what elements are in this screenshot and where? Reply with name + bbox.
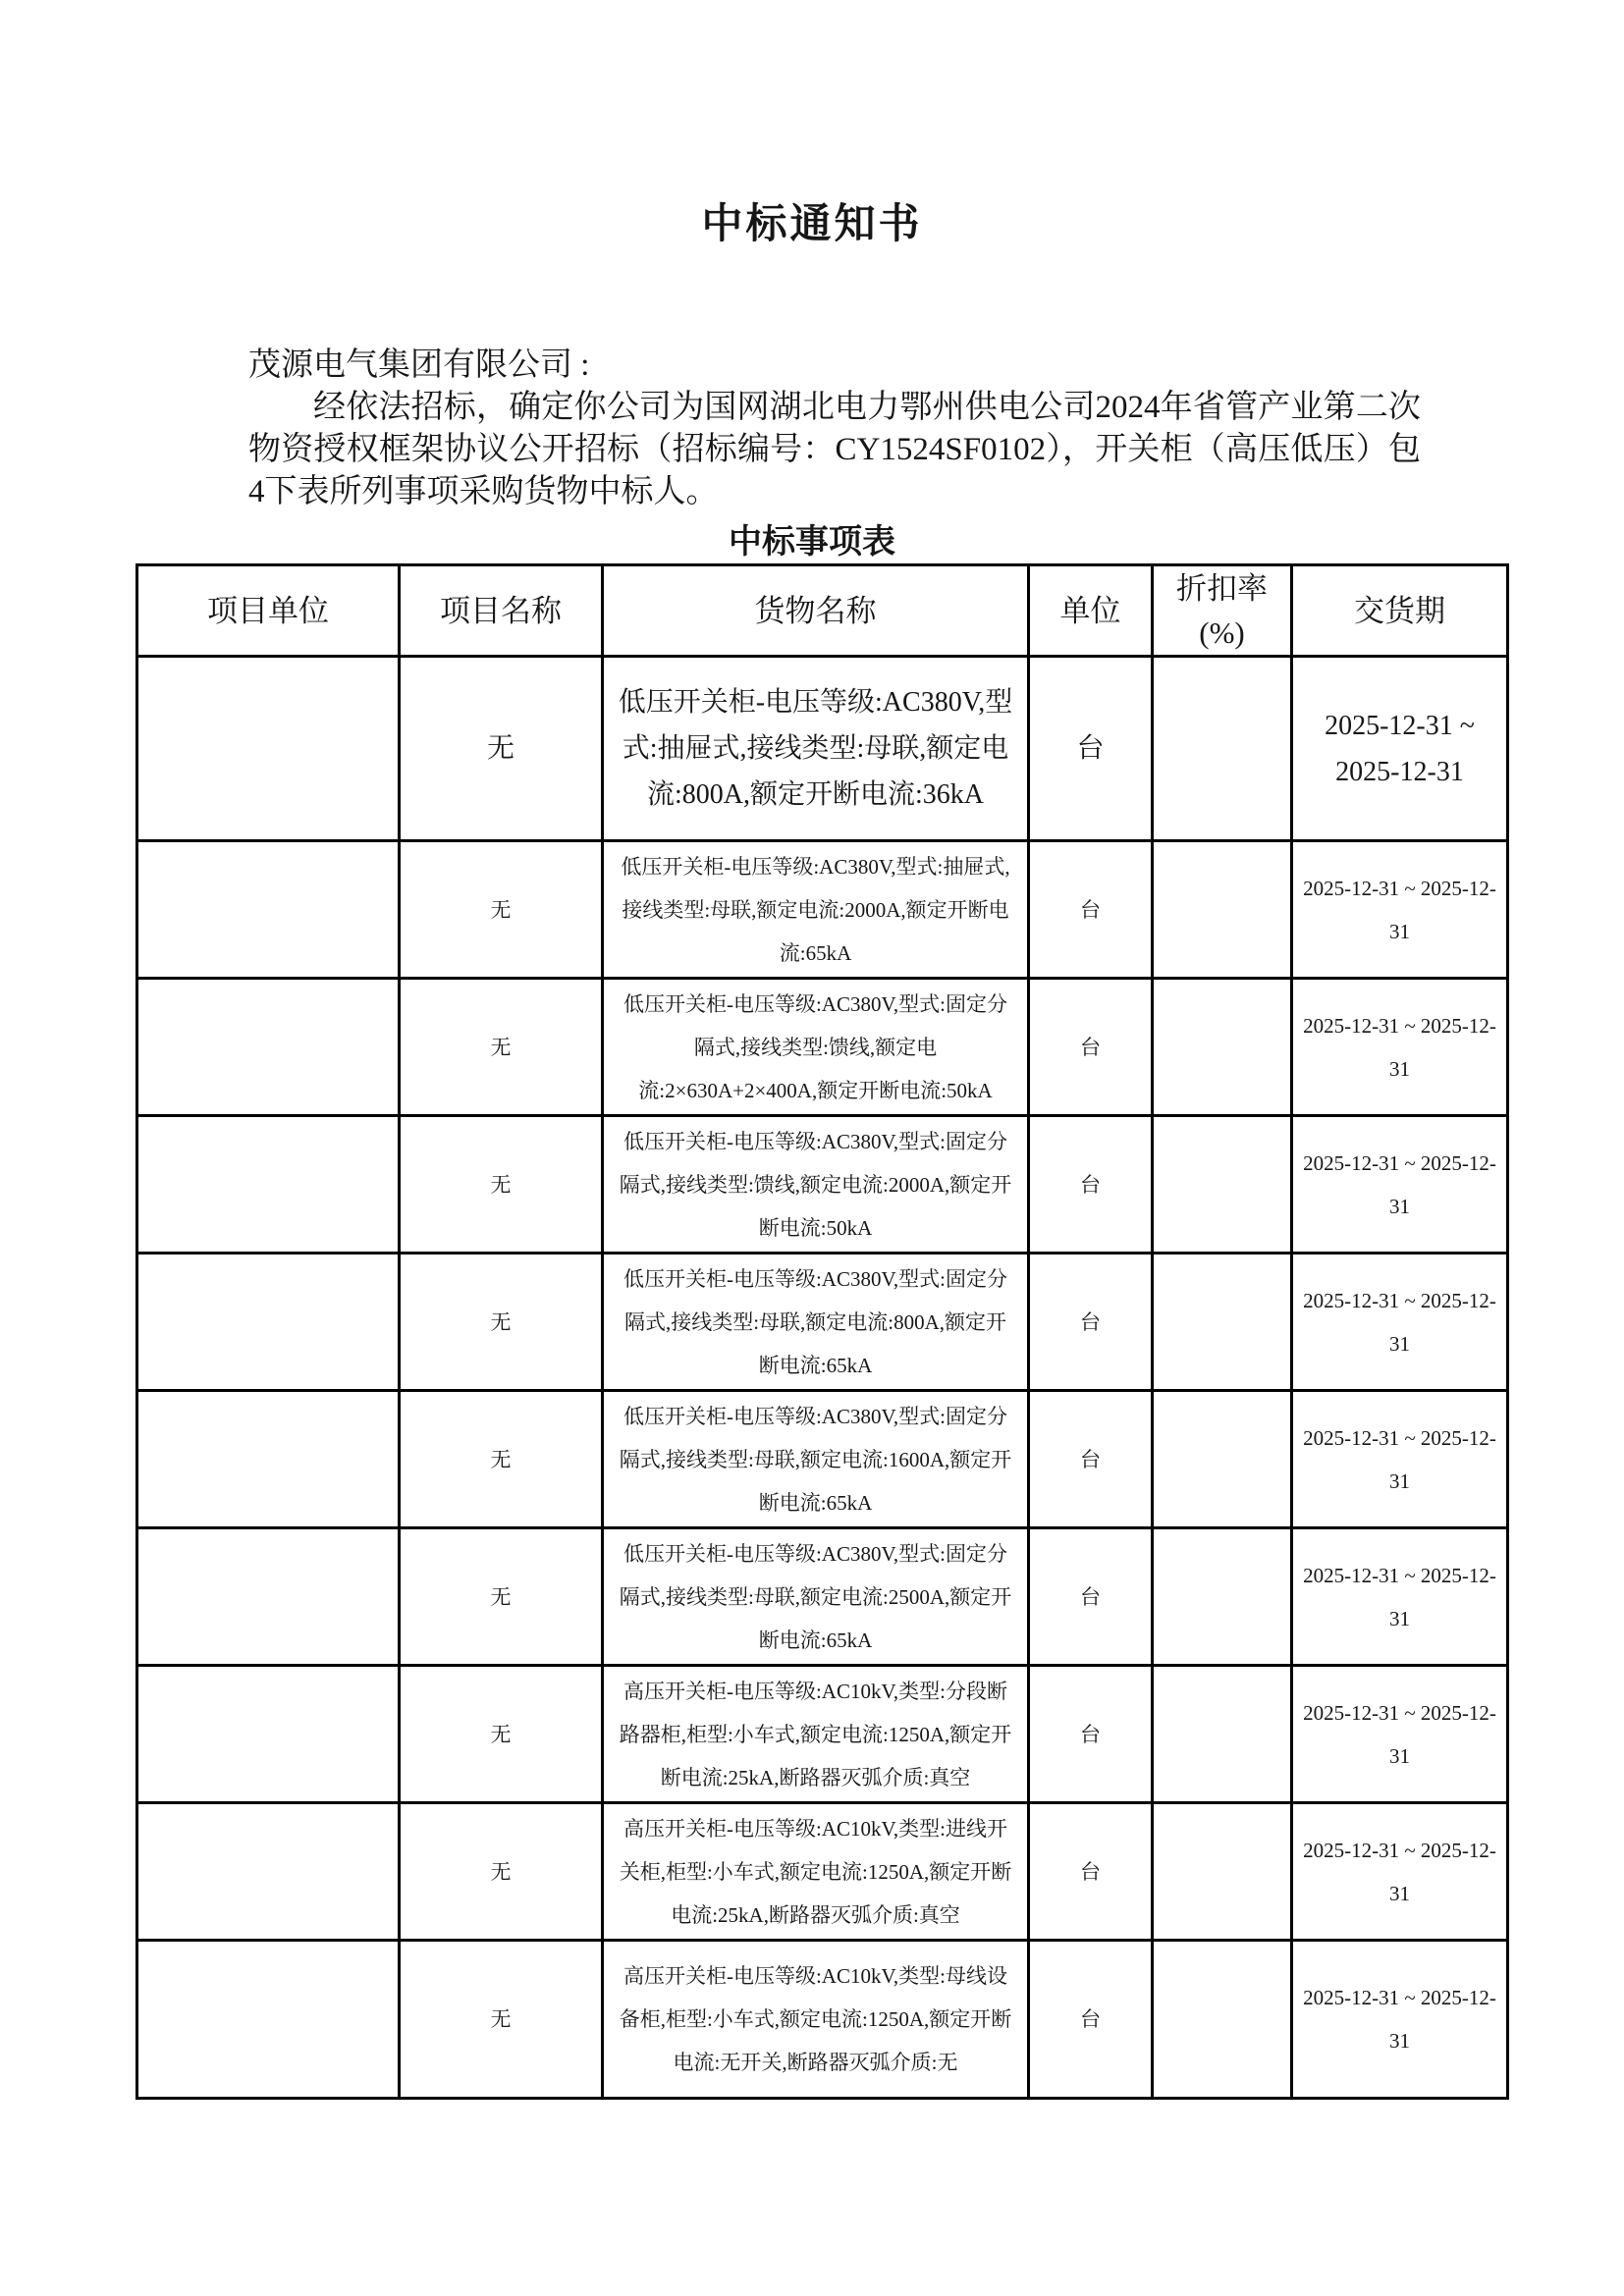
cell-project-unit [137,657,400,841]
cell-unit: 台 [1029,657,1153,841]
table-row [137,1528,1508,1666]
notice-paragraph: 经依法招标，确定你公司为国网湖北电力鄂州供电公司2024年省管产业第二次物资授权框架协议公开招标（招标编号：CY1524SF0102），开关柜（高压低压）包4下表所列事项采购货物中标人。 [248,390,1421,509]
table-row [137,1803,1508,1941]
table-row [137,1391,1508,1528]
col-header-discount [1153,565,1292,657]
cell-project-unit [137,1803,400,1941]
cell-delivery: 2025-12-31 ~ 2025-12-31 [1292,1803,1508,1941]
table-row [137,1941,1508,2099]
discount-header-unit: (%) [1199,615,1245,650]
cell-goods-name: 高压开关柜-电压等级:AC10kV,类型:分段断路器柜,柜型:小车式,额定电流:1250A,额定开断电流:25kA,断路器灭弧介质:真空 [603,1666,1029,1803]
cell-project-unit [137,1666,400,1803]
cell-discount [1153,1803,1292,1941]
cell-discount [1153,841,1292,979]
cell-unit: 台 [1029,1941,1153,2099]
cell-delivery: 2025-12-31 ~ 2025-12-31 [1292,657,1508,841]
cell-project-name: 无 [400,1116,603,1254]
cell-unit: 台 [1029,1666,1153,1803]
cell-discount [1153,1391,1292,1528]
cell-unit: 台 [1029,1528,1153,1666]
cell-goods-name: 低压开关柜-电压等级:AC380V,型式:固定分隔式,接线类型:母联,额定电流:1600A,额定开断电流:65kA [603,1391,1029,1528]
col-header-unit: 单位 [1029,565,1153,657]
cell-project-unit [137,1254,400,1391]
cell-project-name: 无 [400,1254,603,1391]
cell-unit: 台 [1029,1116,1153,1254]
cell-goods-name: 低压开关柜-电压等级:AC380V,型式:固定分隔式,接线类型:母联,额定电流:800A,额定开断电流:65kA [603,1254,1029,1391]
cell-project-unit [137,1116,400,1254]
table-row [137,1116,1508,1254]
cell-goods-name: 低压开关柜-电压等级:AC380V,型式:固定分隔式,接线类型:馈线,额定电流:2×630A+2×400A,额定开断电流:50kA [603,979,1029,1116]
col-header-project-name: 项目名称 [400,565,603,657]
cell-unit: 台 [1029,1803,1153,1941]
cell-delivery: 2025-12-31 ~ 2025-12-31 [1292,1666,1508,1803]
discount-header-label: 折扣率 [1176,571,1268,606]
cell-delivery: 2025-12-31 ~ 2025-12-31 [1292,1941,1508,2099]
award-table-title: 中标事项表 [729,524,895,561]
cell-project-name: 无 [400,1666,603,1803]
cell-project-unit [137,1528,400,1666]
cell-goods-name: 高压开关柜-电压等级:AC10kV,类型:母线设备柜,柜型:小车式,额定电流:1250A,额定开断电流:无开关,断路器灭弧介质:无 [603,1941,1029,2099]
cell-unit: 台 [1029,1391,1153,1528]
cell-goods-name: 高压开关柜-电压等级:AC10kV,类型:进线开关柜,柜型:小车式,额定电流:1250A,额定开断电流:25kA,断路器灭弧介质:真空 [603,1803,1029,1941]
award-items-table [135,563,1509,2100]
cell-goods-name: 低压开关柜-电压等级:AC380V,型式:抽屉式,接线类型:母联,额定电流:800A,额定开断电流:36kA [603,657,1029,841]
cell-discount [1153,1666,1292,1803]
cell-project-name: 无 [400,1941,603,2099]
cell-project-unit [137,841,400,979]
cell-project-unit [137,1941,400,2099]
cell-delivery: 2025-12-31 ~ 2025-12-31 [1292,1391,1508,1528]
cell-project-name: 无 [400,841,603,979]
cell-project-name: 无 [400,979,603,1116]
cell-project-name: 无 [400,657,603,841]
cell-goods-name: 低压开关柜-电压等级:AC380V,型式:固定分隔式,接线类型:馈线,额定电流:2000A,额定开断电流:50kA [603,1116,1029,1254]
col-header-goods-name: 货物名称 [603,565,1029,657]
cell-delivery: 2025-12-31 ~ 2025-12-31 [1292,841,1508,979]
col-header-delivery: 交货期 [1292,565,1508,657]
cell-project-name: 无 [400,1528,603,1666]
cell-discount [1153,657,1292,841]
cell-delivery: 2025-12-31 ~ 2025-12-31 [1292,1254,1508,1391]
table-row [137,841,1508,979]
table-row [137,979,1508,1116]
cell-discount [1153,1254,1292,1391]
cell-unit: 台 [1029,1254,1153,1391]
table-row [137,657,1508,841]
cell-discount [1153,1941,1292,2099]
cell-goods-name: 低压开关柜-电压等级:AC380V,型式:固定分隔式,接线类型:母联,额定电流:2500A,额定开断电流:65kA [603,1528,1029,1666]
cell-project-unit [137,979,400,1116]
cell-unit: 台 [1029,979,1153,1116]
cell-project-unit [137,1391,400,1528]
document-title: 中标通知书 [701,202,923,247]
cell-goods-name: 低压开关柜-电压等级:AC380V,型式:抽屉式,接线类型:母联,额定电流:2000A,额定开断电流:65kA [603,841,1029,979]
col-header-project-unit: 项目单位 [137,565,400,657]
cell-discount [1153,1116,1292,1254]
cell-discount [1153,1528,1292,1666]
cell-delivery: 2025-12-31 ~ 2025-12-31 [1292,979,1508,1116]
cell-discount [1153,979,1292,1116]
cell-delivery: 2025-12-31 ~ 2025-12-31 [1292,1528,1508,1666]
cell-project-name: 无 [400,1391,603,1528]
cell-delivery: 2025-12-31 ~ 2025-12-31 [1292,1116,1508,1254]
table-header-row [137,565,1508,657]
table-row [137,1254,1508,1391]
addressee-line: 茂源电气集团有限公司 : [248,347,590,383]
cell-project-name: 无 [400,1803,603,1941]
cell-unit: 台 [1029,841,1153,979]
table-row [137,1666,1508,1803]
